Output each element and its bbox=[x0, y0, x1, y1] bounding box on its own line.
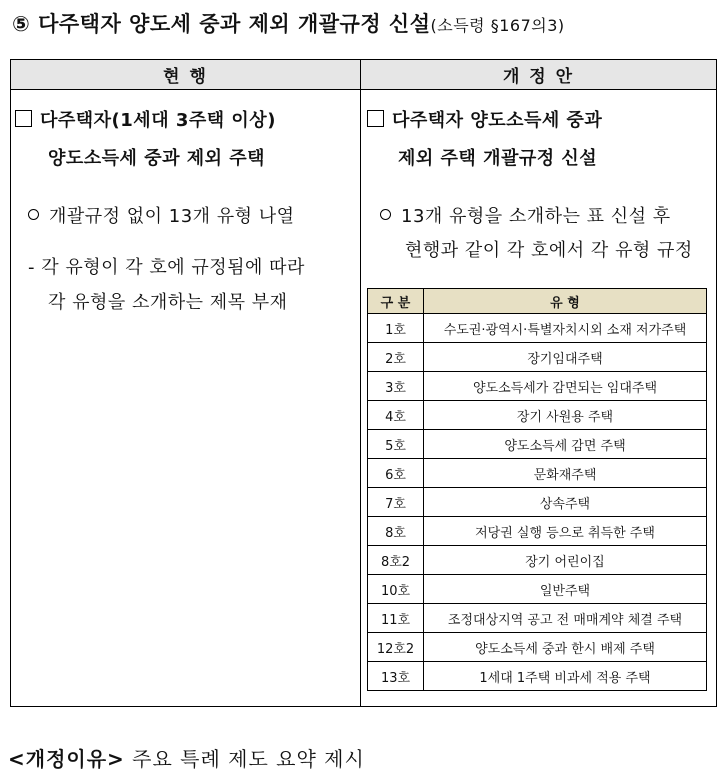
table-row bbox=[368, 517, 707, 546]
row-type: 장기임대주택 bbox=[424, 343, 707, 372]
row-num: 12호2 bbox=[368, 633, 424, 662]
row-type: 저당권 실행 등으로 취득한 주택 bbox=[424, 517, 707, 546]
row-type: 장기 사원용 주택 bbox=[424, 401, 707, 430]
row-num: 11호 bbox=[368, 604, 424, 633]
table-row bbox=[368, 575, 707, 604]
types-table bbox=[367, 288, 707, 691]
row-num: 8호2 bbox=[368, 546, 424, 575]
row-type: 조정대상지역 공고 전 매매계약 체결 주택 bbox=[424, 604, 707, 633]
table-row bbox=[368, 459, 707, 488]
row-type: 양도소득세 감면 주택 bbox=[424, 430, 707, 459]
current-heading-text1: 다주택자(1세대 3주택 이상) bbox=[40, 110, 276, 131]
revised-heading-text1: 다주택자 양도소득세 중과 bbox=[392, 110, 603, 131]
row-num: 6호 bbox=[368, 459, 424, 488]
row-type: 장기 어린이집 bbox=[424, 546, 707, 575]
row-num: 7호 bbox=[368, 488, 424, 517]
row-type: 문화재주택 bbox=[424, 459, 707, 488]
current-bullet-text: 개괄규정 없이 13개 유형 나열 bbox=[49, 206, 295, 227]
current-dash-line1: - 각 유형이 각 호에 규정됨에 따라 bbox=[28, 257, 305, 278]
header-current: 현 행 bbox=[11, 60, 360, 90]
current-heading-line2: 양도소득세 중과 제외 주택 bbox=[48, 148, 266, 169]
revised-bullet1 bbox=[380, 202, 671, 228]
col-category-header: 구 분 bbox=[368, 289, 424, 314]
types-table-header bbox=[368, 289, 707, 314]
section-title bbox=[12, 8, 565, 38]
table-row bbox=[368, 488, 707, 517]
table-row bbox=[368, 430, 707, 459]
revised-heading-line2: 제외 주택 개괄규정 신설 bbox=[398, 148, 598, 169]
revision-reason bbox=[8, 743, 365, 772]
row-num: 4호 bbox=[368, 401, 424, 430]
bullet-circle-icon bbox=[28, 209, 39, 220]
table-row bbox=[368, 604, 707, 633]
table-row bbox=[368, 401, 707, 430]
row-num: 5호 bbox=[368, 430, 424, 459]
table-row bbox=[368, 343, 707, 372]
table-row bbox=[368, 633, 707, 662]
revision-reason-label: <개정이유> bbox=[8, 747, 125, 771]
column-divider bbox=[360, 60, 361, 706]
table-row bbox=[368, 372, 707, 401]
row-num: 3호 bbox=[368, 372, 424, 401]
row-num: 13호 bbox=[368, 662, 424, 691]
col-type-header: 유 형 bbox=[424, 289, 707, 314]
row-num: 1호 bbox=[368, 314, 424, 343]
revised-bullet1-text: 13개 유형을 소개하는 표 신설 후 bbox=[401, 206, 671, 227]
revised-bullet2: 현행과 같이 각 호에서 각 유형 규정 bbox=[405, 240, 693, 261]
row-type: 일반주택 bbox=[424, 575, 707, 604]
current-heading-line1 bbox=[15, 106, 276, 132]
checkbox-icon bbox=[367, 110, 384, 127]
section-title-main: ⑤ 다주택자 양도세 중과 제외 개괄규정 신설 bbox=[12, 12, 431, 36]
current-bullet bbox=[28, 202, 295, 228]
row-type: 양도소득세 중과 한시 배제 주택 bbox=[424, 633, 707, 662]
row-type: 1세대 1주택 비과세 적용 주택 bbox=[424, 662, 707, 691]
row-type: 수도권·광역시·특별자치시외 소재 저가주택 bbox=[424, 314, 707, 343]
section-title-ref: (소득령 §167의3) bbox=[430, 16, 565, 35]
revision-reason-text: 주요 특례 제도 요약 제시 bbox=[132, 747, 365, 771]
revised-heading-line1 bbox=[367, 106, 602, 132]
bullet-circle-icon bbox=[380, 209, 391, 220]
row-type: 상속주택 bbox=[424, 488, 707, 517]
table-row bbox=[368, 314, 707, 343]
header-revised: 개 정 안 bbox=[361, 60, 716, 90]
table-row bbox=[368, 662, 707, 691]
table-row bbox=[368, 546, 707, 575]
row-type: 양도소득세가 감면되는 임대주택 bbox=[424, 372, 707, 401]
row-num: 8호 bbox=[368, 517, 424, 546]
row-num: 10호 bbox=[368, 575, 424, 604]
current-dash-line2: 각 유형을 소개하는 제목 부재 bbox=[48, 292, 288, 313]
checkbox-icon bbox=[15, 110, 32, 127]
row-num: 2호 bbox=[368, 343, 424, 372]
